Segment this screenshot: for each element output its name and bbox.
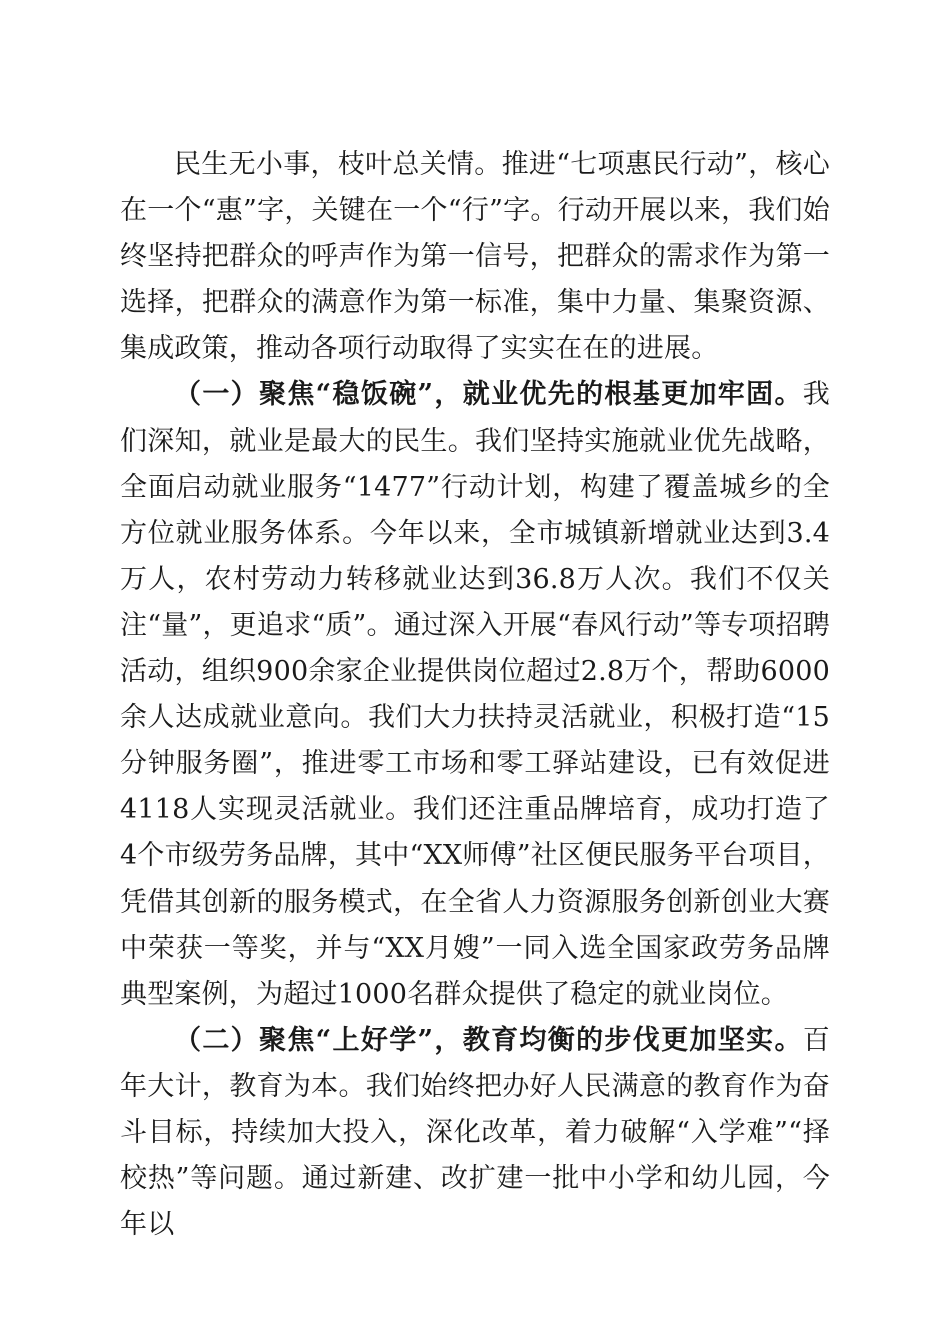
section-heading-employment: （一）聚焦“稳饭碗”，就业优先的根基更加牢固。 [174,379,803,411]
paragraph-intro [120,142,830,372]
paragraph-education-text: 百年大计，教育为本。我们始终把办好人民满意的教育作为奋斗目标，持续加大投入，深化改革，着力破解“入学难”“择校热”等问题。通过新建、改扩建一批中小学和幼儿园，今年以 [120,1024,830,1241]
paragraph-education [120,1018,830,1248]
paragraph-employment [120,372,830,1017]
paragraph-employment-text: 我们深知，就业是最大的民生。我们坚持实施就业优先战略，全面启动就业服务“1477”行动计划，构建了覆盖城乡的全方位就业服务体系。今年以来，全市城镇新增就业达到3.4万人，农村劳动力转移就业达到36.8万人次。我们不仅关注“量”，更追求“质”。通过深入开展“春风行动”等专项招聘活动，组织900余家企业提供岗位超过2.8万个，帮助6000余人达成就业意向。我们大力扶持灵活就业，积极打造“15分钟服务圈”，推进零工市场和零工驿站建设，已有效促进4118人实现灵活就业。我们还注重品牌培育，成功打造了4个市级劳务品牌，其中“XX师傅”社区便民服务平台项目，凭借其创新的服务模式，在全省人力资源服务创新创业大赛中荣获一等奖，并与“XX月嫂”一同入选全国家政劳务品牌典型案例，为超过1000名群众提供了稳定的就业岗位。 [120,379,830,1010]
paragraph-intro-text: 民生无小事，枝叶总关情。推进“七项惠民行动”，核心在一个“惠”字，关键在一个“行”字。行动开展以来，我们始终坚持把群众的呼声作为第一信号，把群众的需求作为第一选择，把群众的满意作为第一标准，集中力量、集聚资源、集成政策，推动各项行动取得了实实在在的进展。 [120,149,830,365]
section-heading-education: （二）聚焦“上好学”，教育均衡的步伐更加坚实。 [174,1024,803,1056]
document-body [120,142,830,1248]
